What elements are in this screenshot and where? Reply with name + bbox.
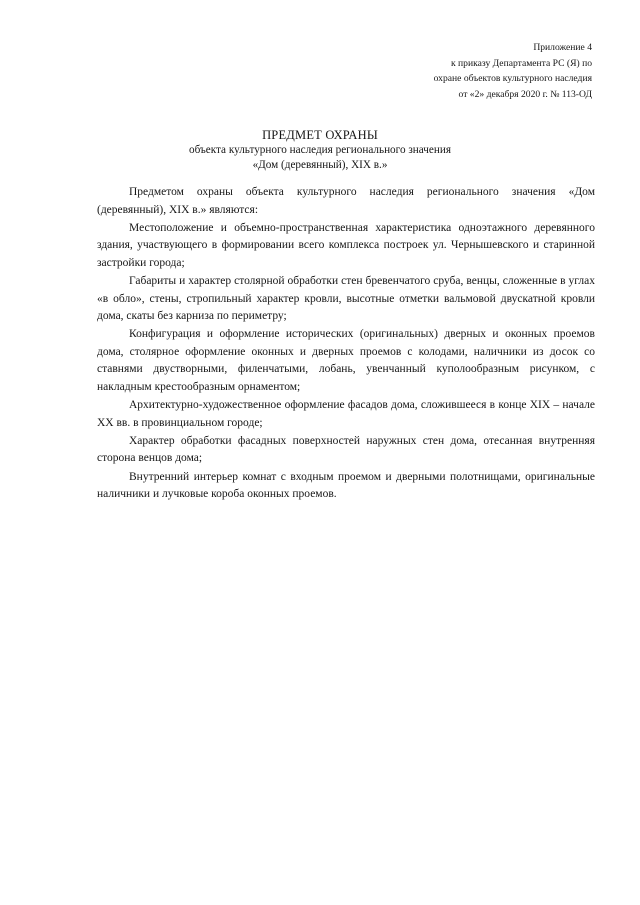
annex-order-reference: к приказу Департамента РС (Я) по	[450, 57, 592, 69]
paragraph-intro: Предметом охраны объекта культурного наследия регионального значения «Дом (деревянный), XIX в.» являются:	[97, 186, 595, 216]
annex-header	[434, 40, 592, 102]
annex-order-date: от «2» декабря 2020 г. № 113-ОД	[458, 88, 592, 100]
paragraph-surfaces: Характер обработки фасадных поверхностей наружных стен дома, отесанная внутренняя сторона венцов дома;	[97, 434, 595, 465]
annex-department: охране объектов культурного наследия	[433, 73, 592, 84]
paragraph-location: Местоположение и объемно-пространственная характеристика одноэтажного деревянного здания, участвующего в формировании всего комплекса построек ул. Чернышевского и старинной застройки города;	[97, 221, 595, 269]
annex-number: Приложение 4	[533, 42, 592, 53]
document-title: ПРЕДМЕТ ОХРАНЫ	[262, 128, 378, 142]
document-body	[97, 184, 595, 504]
paragraph-interior: Внутренний интерьер комнат с входным проемом и дверными полотнищами, оригинальные наличники и лучковые короба оконных проемов.	[97, 470, 595, 501]
paragraph-openings: Конфигурация и оформление исторических (оригинальных) дверных и оконных проемов дома, столярное оформление оконных и дверных проемов с колодами, наличники из досок со ставнями двустворными, филенчатыми, лобань, увенчанный куполообразным рисунком, с накладным крестообразным орнаментом;	[97, 328, 595, 394]
document-subtitle: объекта культурного наследия регионального значения	[188, 144, 451, 156]
paragraph-dimensions: Габариты и характер столярной обработки стен бревенчатого сруба, венцы, сложенные в углах «в обло», стены, стропильный характер кровли, высотные отметки вальмовой двускатной кровли дома, скаты без карниза по периметру;	[97, 274, 595, 323]
object-name: «Дом (деревянный), XIX в.»	[252, 159, 388, 172]
title-block	[96, 128, 544, 174]
paragraph-facades: Архитектурно-художественное оформление фасадов дома, сложившееся в конце XIX – начале XX вв. в провинциальном городе;	[97, 399, 595, 429]
